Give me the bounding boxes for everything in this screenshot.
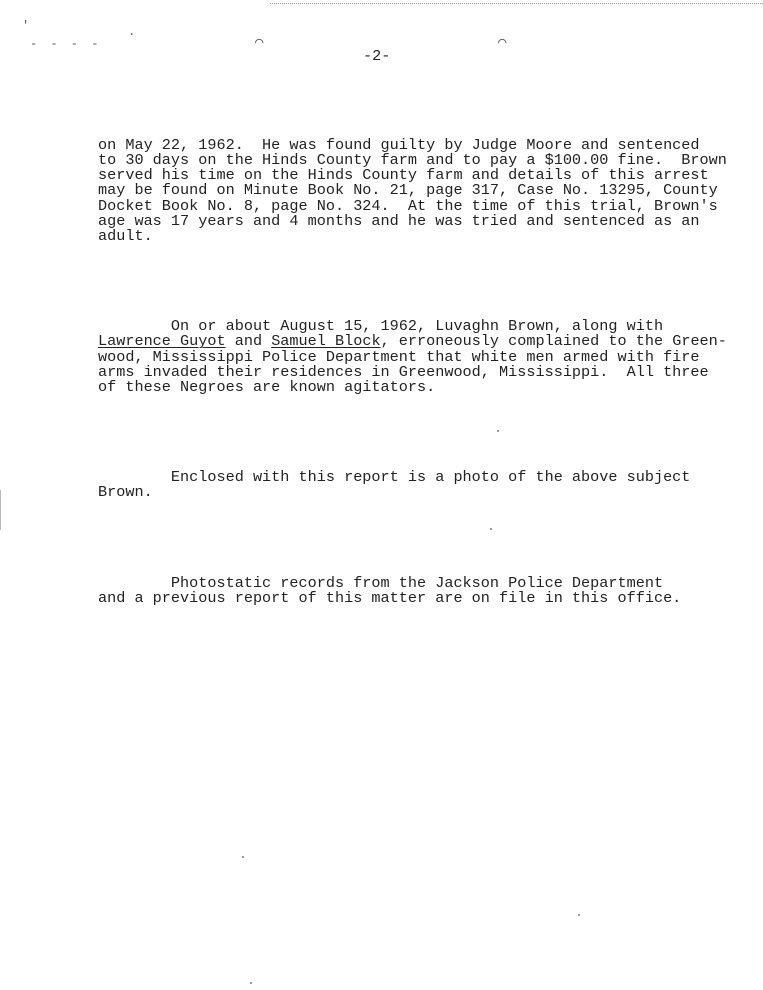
scan-mark: - - - - — [30, 37, 102, 51]
text-line: adult. — [98, 226, 153, 245]
scan-mark: ⌒ — [498, 35, 507, 51]
underlined-name: Samuel Block — [271, 332, 381, 351]
text-line: may be found on Minute Book No. 21, page 317, Case No. 13295, County — [98, 181, 718, 200]
text-fragment: and — [225, 332, 272, 351]
text-line: wood, Mississippi Police Department that white men armed with fire — [98, 347, 700, 366]
scan-speck — [242, 856, 244, 858]
paragraph-3 — [98, 470, 738, 500]
text-line: Brown. — [98, 483, 153, 502]
scan-speck — [250, 982, 252, 984]
scan-speck — [578, 914, 580, 916]
text-line: of these Negroes are known agitators. — [98, 377, 436, 396]
text-line: to 30 days on the Hinds County farm and to pay a $100.00 fine. Brown — [98, 151, 727, 170]
paragraph-2 — [98, 319, 738, 394]
text-line: served his time on the Hinds County farm and details of this arrest — [98, 166, 709, 185]
text-line: arms invaded their residences in Greenwood, Mississippi. All three — [98, 362, 709, 381]
paragraph-1 — [98, 138, 738, 244]
text-line: on May 22, 1962. He was found guilty by Judge Moore and sentenced — [98, 136, 700, 155]
scan-mark: ' — [22, 19, 30, 33]
text-line: Photostatic records from the Jackson Police Department — [98, 573, 664, 592]
text-line: Enclosed with this report is a photo of the above subject — [98, 468, 691, 487]
scan-mark: . — [128, 25, 136, 39]
scan-speck — [497, 430, 499, 432]
text-line: Docket Book No. 8, page No. 324. At the time of this trial, Brown's — [98, 196, 718, 215]
scan-mark: ⌒ — [255, 35, 264, 51]
document-body — [98, 108, 738, 636]
scan-edge-artifact — [0, 490, 1, 530]
text-line: and a previous report of this matter are on file in this office. — [98, 589, 682, 607]
text-line: On or about August 15, 1962, Luvaghn Brown, along with — [98, 317, 664, 336]
text-fragment: , erroneously complained to the Green- — [380, 332, 727, 351]
text-line: age was 17 years and 4 months and he was tried and sentenced as an — [98, 211, 700, 230]
paragraph-4 — [98, 573, 738, 607]
scan-speck — [490, 528, 492, 530]
top-border-rule — [270, 3, 763, 4]
page-number: -2- — [363, 47, 391, 65]
underlined-name: Lawrence Guyot — [98, 332, 226, 351]
